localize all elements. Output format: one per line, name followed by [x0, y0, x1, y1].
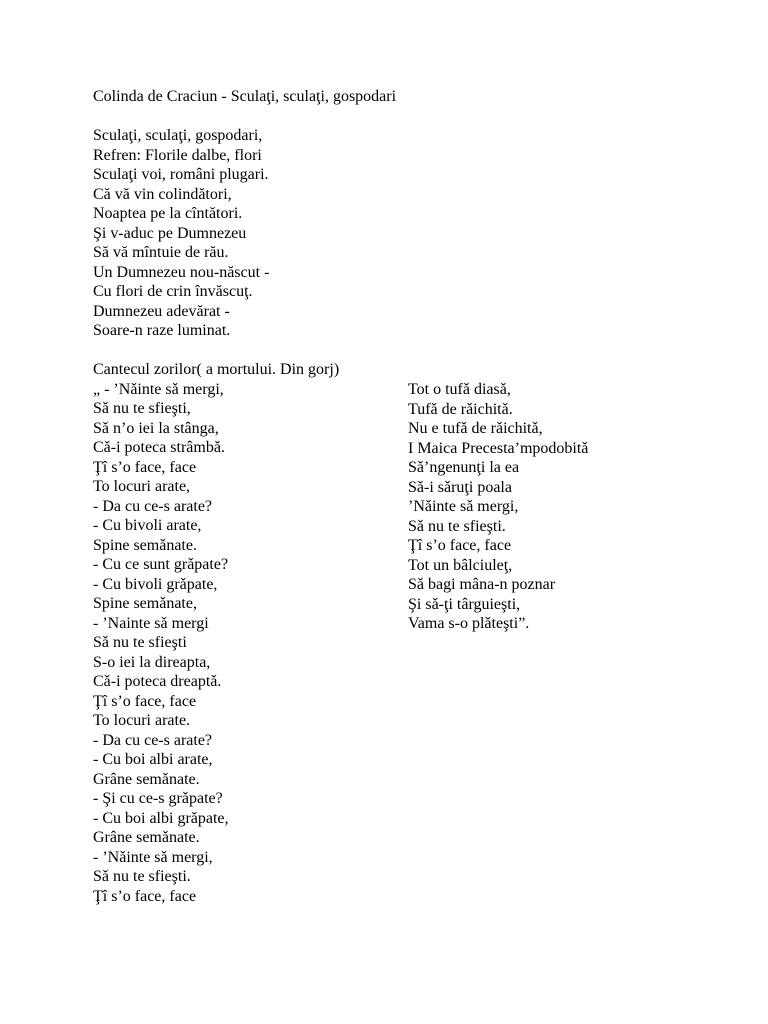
verse-line: Noaptea pe la cîntători.: [93, 205, 243, 222]
verse-line: Sǎ nu te sfieşti,: [93, 400, 191, 417]
verse-line: - Cu bivoli arate,: [93, 517, 202, 534]
verse-line: Sculaţi, sculaţi, gospodari,: [93, 127, 263, 144]
verse-line: Nu e tufǎ de rǎichitǎ,: [408, 420, 543, 437]
verse-line: - Da cu ce-s arate?: [93, 731, 213, 749]
verse-line: - Cu boi albi grǎpate,: [93, 809, 229, 827]
verse-line: ’Nǎinte sǎ mergi,: [408, 498, 519, 515]
verse-line: Refren: Florile dalbe, flori: [93, 146, 262, 164]
verse-line: Tufǎ de rǎichitǎ.: [408, 400, 513, 418]
verse-line: - Cu boi albi arate,: [93, 751, 213, 768]
verse-line: Sǎ bagi mâna-n poznar: [408, 576, 556, 593]
verse-line: Soare-n raze luminat.: [93, 322, 231, 339]
verse-line: Ţî s’o face, face: [93, 692, 197, 710]
verse-line: Să vă mîntuie de rău.: [93, 244, 229, 261]
verse-line: Şi v-aduc pe Dumnezeu: [93, 224, 247, 242]
verse-line: Ţî s’o face, face: [93, 458, 197, 476]
verse-line: Grâne semǎnate.: [93, 829, 200, 846]
verse-line: Sǎ nu te sfieşti.: [408, 517, 506, 535]
verse-line: Tot un bâlciuleţ,: [408, 556, 513, 574]
poem-cantecul-zorilor: [93, 360, 353, 905]
verse-line: Cǎ-i poteca strâmbǎ.: [93, 439, 225, 456]
verse-line: S-o iei la direapta,: [93, 653, 211, 671]
verse-line: Cǎ-i poteca dreaptǎ.: [93, 673, 222, 690]
verse-line: Sculaţi voi, români plugari.: [93, 166, 269, 183]
verse-line: I Maica Precesta’mpodobitǎ: [408, 439, 589, 457]
verse-line: Sǎ’ngenunţi la ea: [408, 459, 520, 476]
verse-line: Ţî s’o face, face: [93, 887, 197, 905]
verse-line: Cu flori de crin învăscuţ.: [93, 283, 253, 300]
document-title: Colinda de Craciun - Sculaţi, sculaţi, gospodari: [93, 88, 397, 105]
verse-line: Sǎ nu te sfieşti: [93, 634, 187, 651]
verse-line: To locuri arate,: [93, 478, 191, 495]
verse-line: Vama s-o plǎteşti”.: [408, 615, 530, 632]
verse-line: Sǎ n’o iei la stânga,: [93, 419, 219, 437]
verse-line: Tot o tufǎ diasǎ,: [408, 381, 511, 398]
verse-line: - Şi cu ce-s grǎpate?: [93, 790, 223, 807]
verse-line: Sǎ nu te sfieşti.: [93, 868, 191, 885]
verse-line: - ’Nainte sǎ mergi: [93, 614, 209, 632]
verse-line: - Cu ce sunt grǎpate?: [93, 556, 229, 573]
poem-colinda: [93, 126, 269, 341]
poem-heading: Cantecul zorilor( a mortului. Din gorj): [93, 361, 340, 378]
verse-line: - Cu bivoli grǎpate,: [93, 575, 218, 593]
verse-line: „ - ’Nǎinte sǎ mergi,: [93, 380, 224, 398]
poem-second-column: [408, 380, 588, 634]
verse-line: Un Dumnezeu nou-născut -: [93, 263, 270, 281]
verse-line: - Da cu ce-s arate?: [93, 497, 213, 515]
verse-line: Dumnezeu adevărat -: [93, 302, 230, 320]
verse-line: To locuri arate.: [93, 712, 191, 729]
verse-line: Sǎ-i sǎruţi poala: [408, 478, 512, 496]
verse-line: Că vă vin colindători,: [93, 185, 232, 203]
verse-line: - ’Nǎinte sǎ mergi,: [93, 848, 213, 866]
verse-line: Spine semǎnate,: [93, 595, 197, 612]
verse-line: Ţî s’o face, face: [408, 537, 512, 554]
verse-line: Spine semǎnate.: [93, 536, 197, 554]
verse-line: Şi sǎ-ţi târguieşti,: [408, 595, 521, 613]
verse-line: Grâne semǎnate.: [93, 770, 200, 788]
poem-lines: [93, 380, 353, 905]
